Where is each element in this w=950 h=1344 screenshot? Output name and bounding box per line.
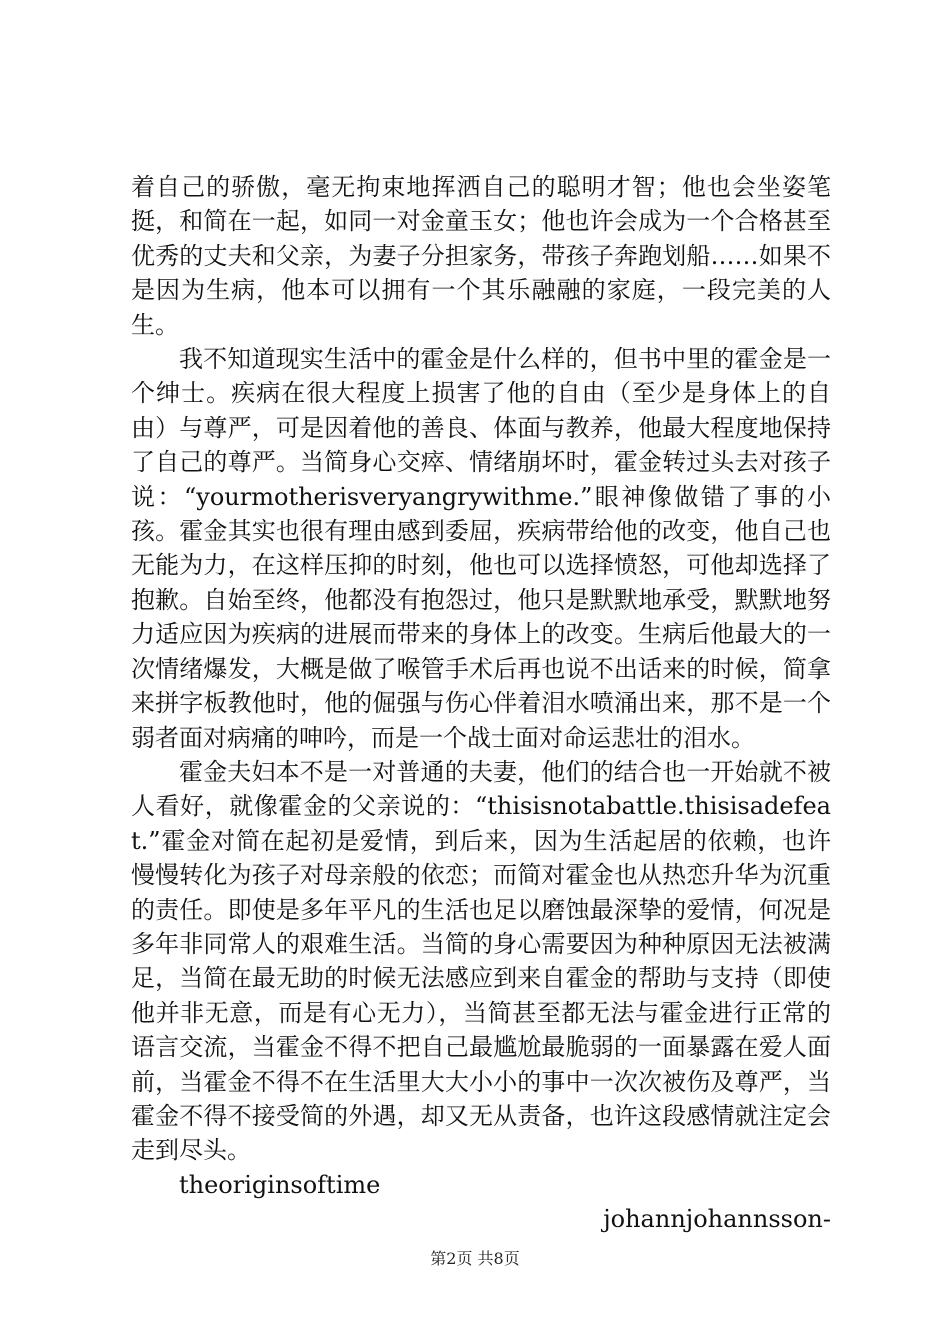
paragraph-2: 我不知道现实生活中的霍金是什么样的，但书中里的霍金是一个绅士。疾病在很大程度上损害了他的自由（至少是身体上的自由）与尊严，可是因着他的善良、体面与教养，他最大程度地保持了自己的尊严。当简身心交瘁、情绪崩坏时，霍金转过头去对孩子说：“yourmotherisveryangrywithme.”眼神像做错了事的小孩。霍金其实也很有理由感到委屈，疾病带给他的改变，他自己也无能为力，在这样压抑的时刻，他也可以选择愤怒，可他却选择了抱歉。自始至终，他都没有抱怨过，他只是默默地承受，默默地努力适应因为疾病的进展而带来的身体上的改变。生病后他最大的一次情绪爆发，大概是做了喉管手术后再也说不出话来的时候，简拿来拼字板教他时，他的倔强与伤心伴着泪水喷涌出来，那不是一个弱者面对病痛的呻吟，而是一个战士面对命运悲壮的泪水。 — [131, 345, 831, 752]
paragraph-1: 着自己的骄傲，毫无拘束地挥洒自己的聪明才智；他也会坐姿笔挺，和简在一起，如同一对金童玉女；他也许会成为一个合格甚至优秀的丈夫和父亲，为妻子分担家务，带孩子奔跑划船……如果不是因为生病，他本可以拥有一个其乐融融的家庭，一段完美的人生。 — [131, 173, 831, 339]
page-number: 第2页 共8页 — [430, 1249, 520, 1268]
paragraph-3: 霍金夫妇本不是一对普通的夫妻，他们的结合也一开始就不被人看好，就像霍金的父亲说的：“thisisnotabattle.thisisadefeat.”霍金对简在起初是爱情，到后来，因为生活起居的依赖，也许慢慢转化为孩子对母亲般的依恋；而简对霍金也从热恋升华为沉重的责任。即使是多年平凡的生活也足以磨蚀最深挚的爱情，何况是多年非同常人的艰难生活。当简的身心需要因为种种原因无法被满足，当简在最无助的时候无法感应到来自霍金的帮助与支持（即使他并非无意，而是有心无力），当简甚至都无法与霍金进行正常的语言交流，当霍金不得不把自己最尴尬最脆弱的一面暴露在爱人面前，当霍金不得不在生活里大大小小的事中一次次被伤及尊严，当霍金不得不接受简的外遇，却又无从责备，也许这段感情就注定会走到尽头。 — [131, 757, 831, 1165]
music-title: theoriginsoftime — [179, 1170, 381, 1199]
document-body — [131, 170, 831, 1237]
music-artist: johannjohannsson- — [603, 1205, 831, 1234]
